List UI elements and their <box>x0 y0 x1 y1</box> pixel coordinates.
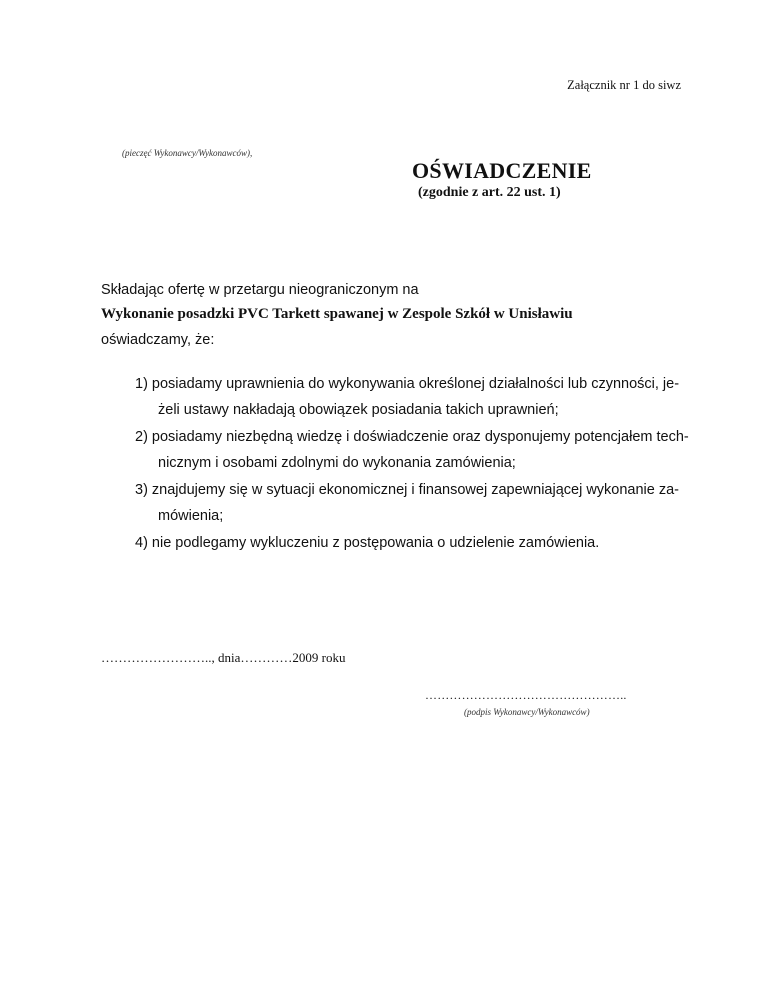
signature-caption: (podpis Wykonawcy/Wykonawców) <box>464 707 590 717</box>
intro-text: Składając ofertę w przetargu nieograniczonym na <box>101 282 419 298</box>
signature-line: ………………………………………….. <box>425 688 627 702</box>
document-title: OŚWIADCZENIE <box>412 158 592 183</box>
document-subtitle: (zgodnie z art. 22 ust. 1) <box>418 185 561 200</box>
declaration-item-1-line-1: 1) posiadamy uprawnienia do wykonywania określonej działalności lub czynności, je- <box>135 376 680 392</box>
declaration-item-4: 4) nie podlegamy wykluczeniu z postępowania o udzielenie zamówienia. <box>135 535 600 551</box>
declaration-item-3-line-2: mówienia; <box>158 508 224 524</box>
place-date-line: …………………….., dnia…………2009 roku <box>101 650 346 665</box>
declaration-lead: oświadczamy, że: <box>101 332 215 348</box>
tender-subject: Wykonanie posadzki PVC Tarkett spawanej w Zespole Szkół w Unisławiu <box>101 306 573 322</box>
declaration-item-3-line-1: 3) znajdujemy się w sytuacji ekonomicznej i finansowej zapewniającej wykonanie za- <box>135 482 680 498</box>
declaration-item-2-line-2: nicznym i osobami zdolnymi do wykonania zamówienia; <box>158 455 516 471</box>
annex-label: Załącznik nr 1 do siwz <box>567 78 681 92</box>
declaration-item-1-line-2: żeli ustawy nakładają obowiązek posiadania takich uprawnień; <box>158 402 559 418</box>
declaration-item-2-line-1: 2) posiadamy niezbędną wiedzę i doświadczenie oraz dysponujemy potencjałem tech- <box>135 429 689 445</box>
stamp-placeholder: (pieczęć Wykonawcy/Wykonawców), <box>122 148 253 158</box>
